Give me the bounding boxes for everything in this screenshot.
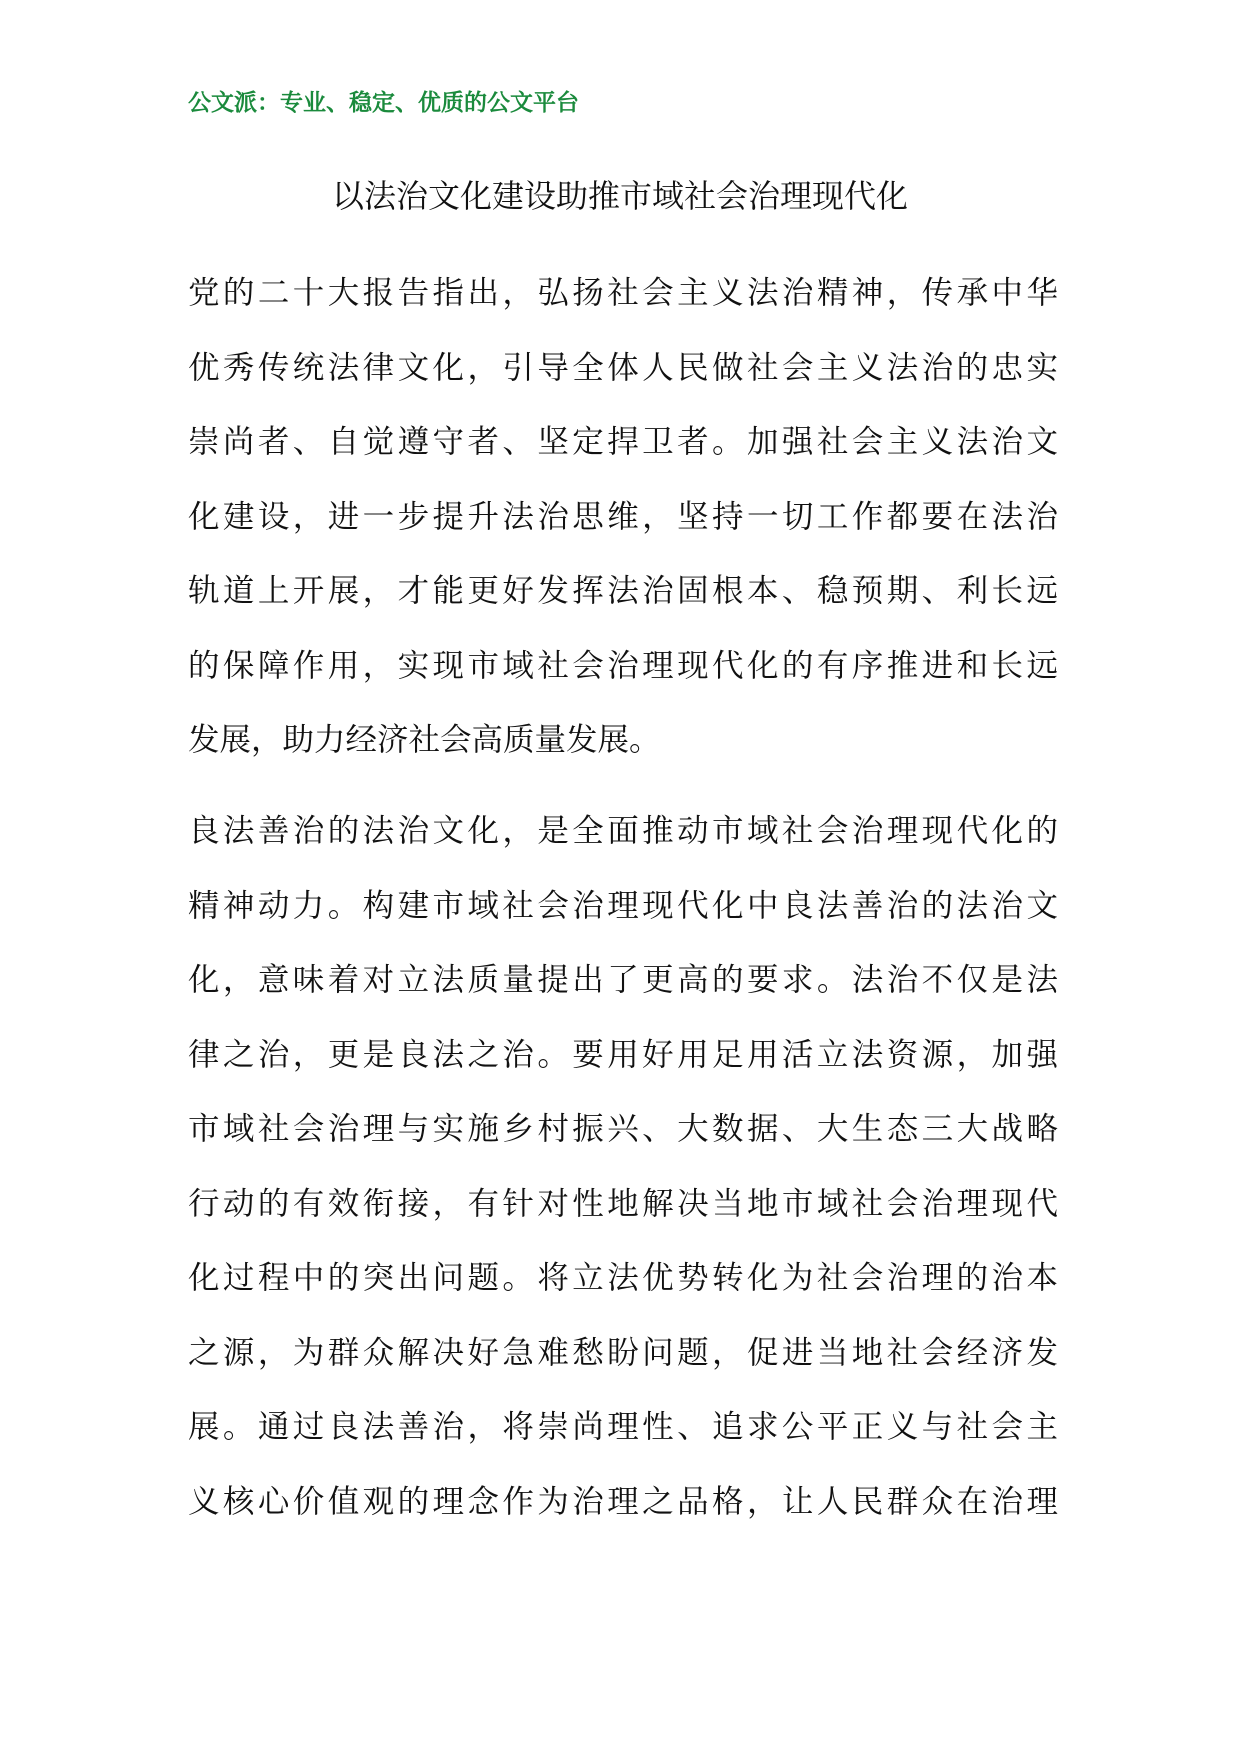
paragraph-line: 精神动力。构建市域社会治理现代化中良法善治的法治文 <box>188 887 1058 924</box>
paragraph-line: 化过程中的突出问题。将立法优势转化为社会治理的治本 <box>188 1260 1058 1296</box>
paragraph-line: 的保障作用，实现市域社会治理现代化的有序推进和长远 <box>188 647 1058 684</box>
paragraph-line: 行动的有效衔接，有针对性地解决当地市域社会治理现代 <box>188 1185 1058 1222</box>
paragraph-line: 化建设，进一步提升法治思维，坚持一切工作都要在法治 <box>188 498 1058 535</box>
paragraph-line: 义核心价值观的理念作为治理之品格，让人民群众在治理 <box>188 1483 1058 1520</box>
paragraph-2 <box>188 794 1058 1539</box>
paragraph-line: 崇尚者、自觉遵守者、坚定捍卫者。加强社会主义法治文 <box>188 424 1058 460</box>
paragraph-line: 良法善治的法治文化，是全面推动市域社会治理现代化的 <box>188 813 1058 849</box>
paragraph-line: 发展，助力经济社会高质量发展。 <box>188 722 661 758</box>
paragraph-line: 优秀传统法律文化，引导全体人民做社会主义法治的忠实 <box>188 349 1058 386</box>
paragraph-line: 市域社会治理与实施乡村振兴、大数据、大生态三大战略 <box>188 1111 1058 1147</box>
paragraph-line: 党的二十大报告指出，弘扬社会主义法治精神，传承中华 <box>188 275 1058 311</box>
paragraph-line: 之源，为群众解决好急难愁盼问题，促进当地社会经济发 <box>188 1334 1058 1371</box>
paragraph-line: 轨道上开展，才能更好发挥法治固根本、稳预期、利长远 <box>188 573 1058 609</box>
paragraph-1 <box>188 256 1058 778</box>
document-title: 以法治文化建设助推市域社会治理现代化 <box>331 177 908 215</box>
paragraph-line: 展。通过良法善治，将崇尚理性、追求公平正义与社会主 <box>188 1409 1058 1445</box>
site-header-banner: 公文派：专业、稳定、优质的公文平台 <box>188 90 579 116</box>
paragraph-line: 律之治，更是良法之治。要用好用足用活立法资源，加强 <box>188 1036 1058 1073</box>
paragraph-line: 化，意味着对立法质量提出了更高的要求。法治不仅是法 <box>188 962 1058 998</box>
